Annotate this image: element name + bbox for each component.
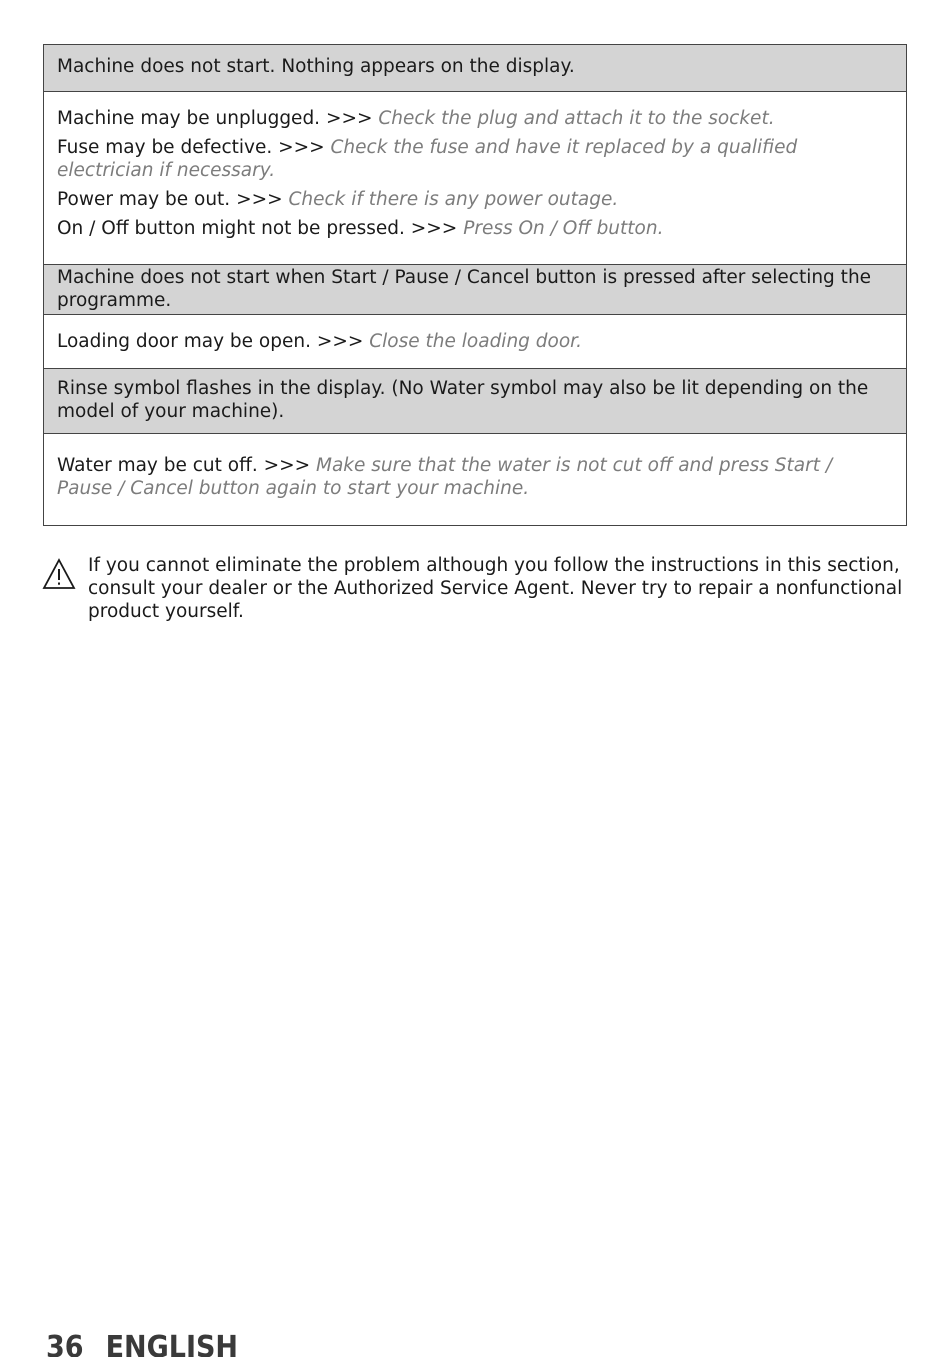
remedy-text: Check if there is any power outage. [288, 189, 619, 210]
cause-text: Fuse may be defective. >>> [57, 137, 331, 158]
troubleshooting-table [43, 44, 907, 526]
cause-line [57, 330, 893, 353]
problem-row [44, 369, 906, 434]
warning-triangle-icon [42, 558, 76, 590]
problem-text: Machine does not start. Nothing appears on the display. [57, 56, 575, 77]
cause-line [57, 136, 893, 182]
remedy-text: Make sure that the water is not cut off and press Start / Pause / Cancel button again to start your machine. [57, 455, 833, 499]
cause-line [57, 454, 893, 500]
problem-text: Machine does not start when Start / Pause / Cancel button is pressed after selecting the programme. [57, 267, 872, 311]
service-note [42, 554, 910, 623]
cause-text: Loading door may be open. >>> [57, 331, 370, 352]
page-number: 36 [46, 1330, 84, 1357]
page-footer [46, 1330, 238, 1357]
cause-line [57, 217, 893, 240]
problem-row [44, 265, 906, 315]
remedy-text: Check the fuse and have it replaced by a qualified electrician if necessary. [57, 137, 798, 181]
cause-text: Water may be cut off. >>> [57, 455, 316, 476]
footer-language: ENGLISH [105, 1330, 238, 1357]
cause-text: Power may be out. >>> [57, 189, 289, 210]
problem-text: Rinse symbol flashes in the display. (No Water symbol may also be lit depending on the model of your machine). [57, 378, 869, 422]
remedy-text: Check the plug and attach it to the socket. [378, 108, 775, 129]
remedy-text: Close the loading door. [369, 331, 582, 352]
problem-row [44, 45, 906, 92]
cause-text: Machine may be unplugged. >>> [57, 108, 379, 129]
cause-line [57, 188, 893, 211]
remedy-text: Press On / Off button. [463, 218, 664, 239]
causes-block [44, 92, 906, 265]
note-text: If you cannot eliminate the problem although you follow the instructions in this section, consult your dealer or the Authorized Service Agent. Never try to repair a nonfunctional product yourself. [88, 555, 903, 622]
cause-text: On / Off button might not be pressed. >>> [57, 218, 464, 239]
causes-block [44, 434, 906, 525]
causes-block [44, 315, 906, 369]
cause-line [57, 107, 893, 130]
